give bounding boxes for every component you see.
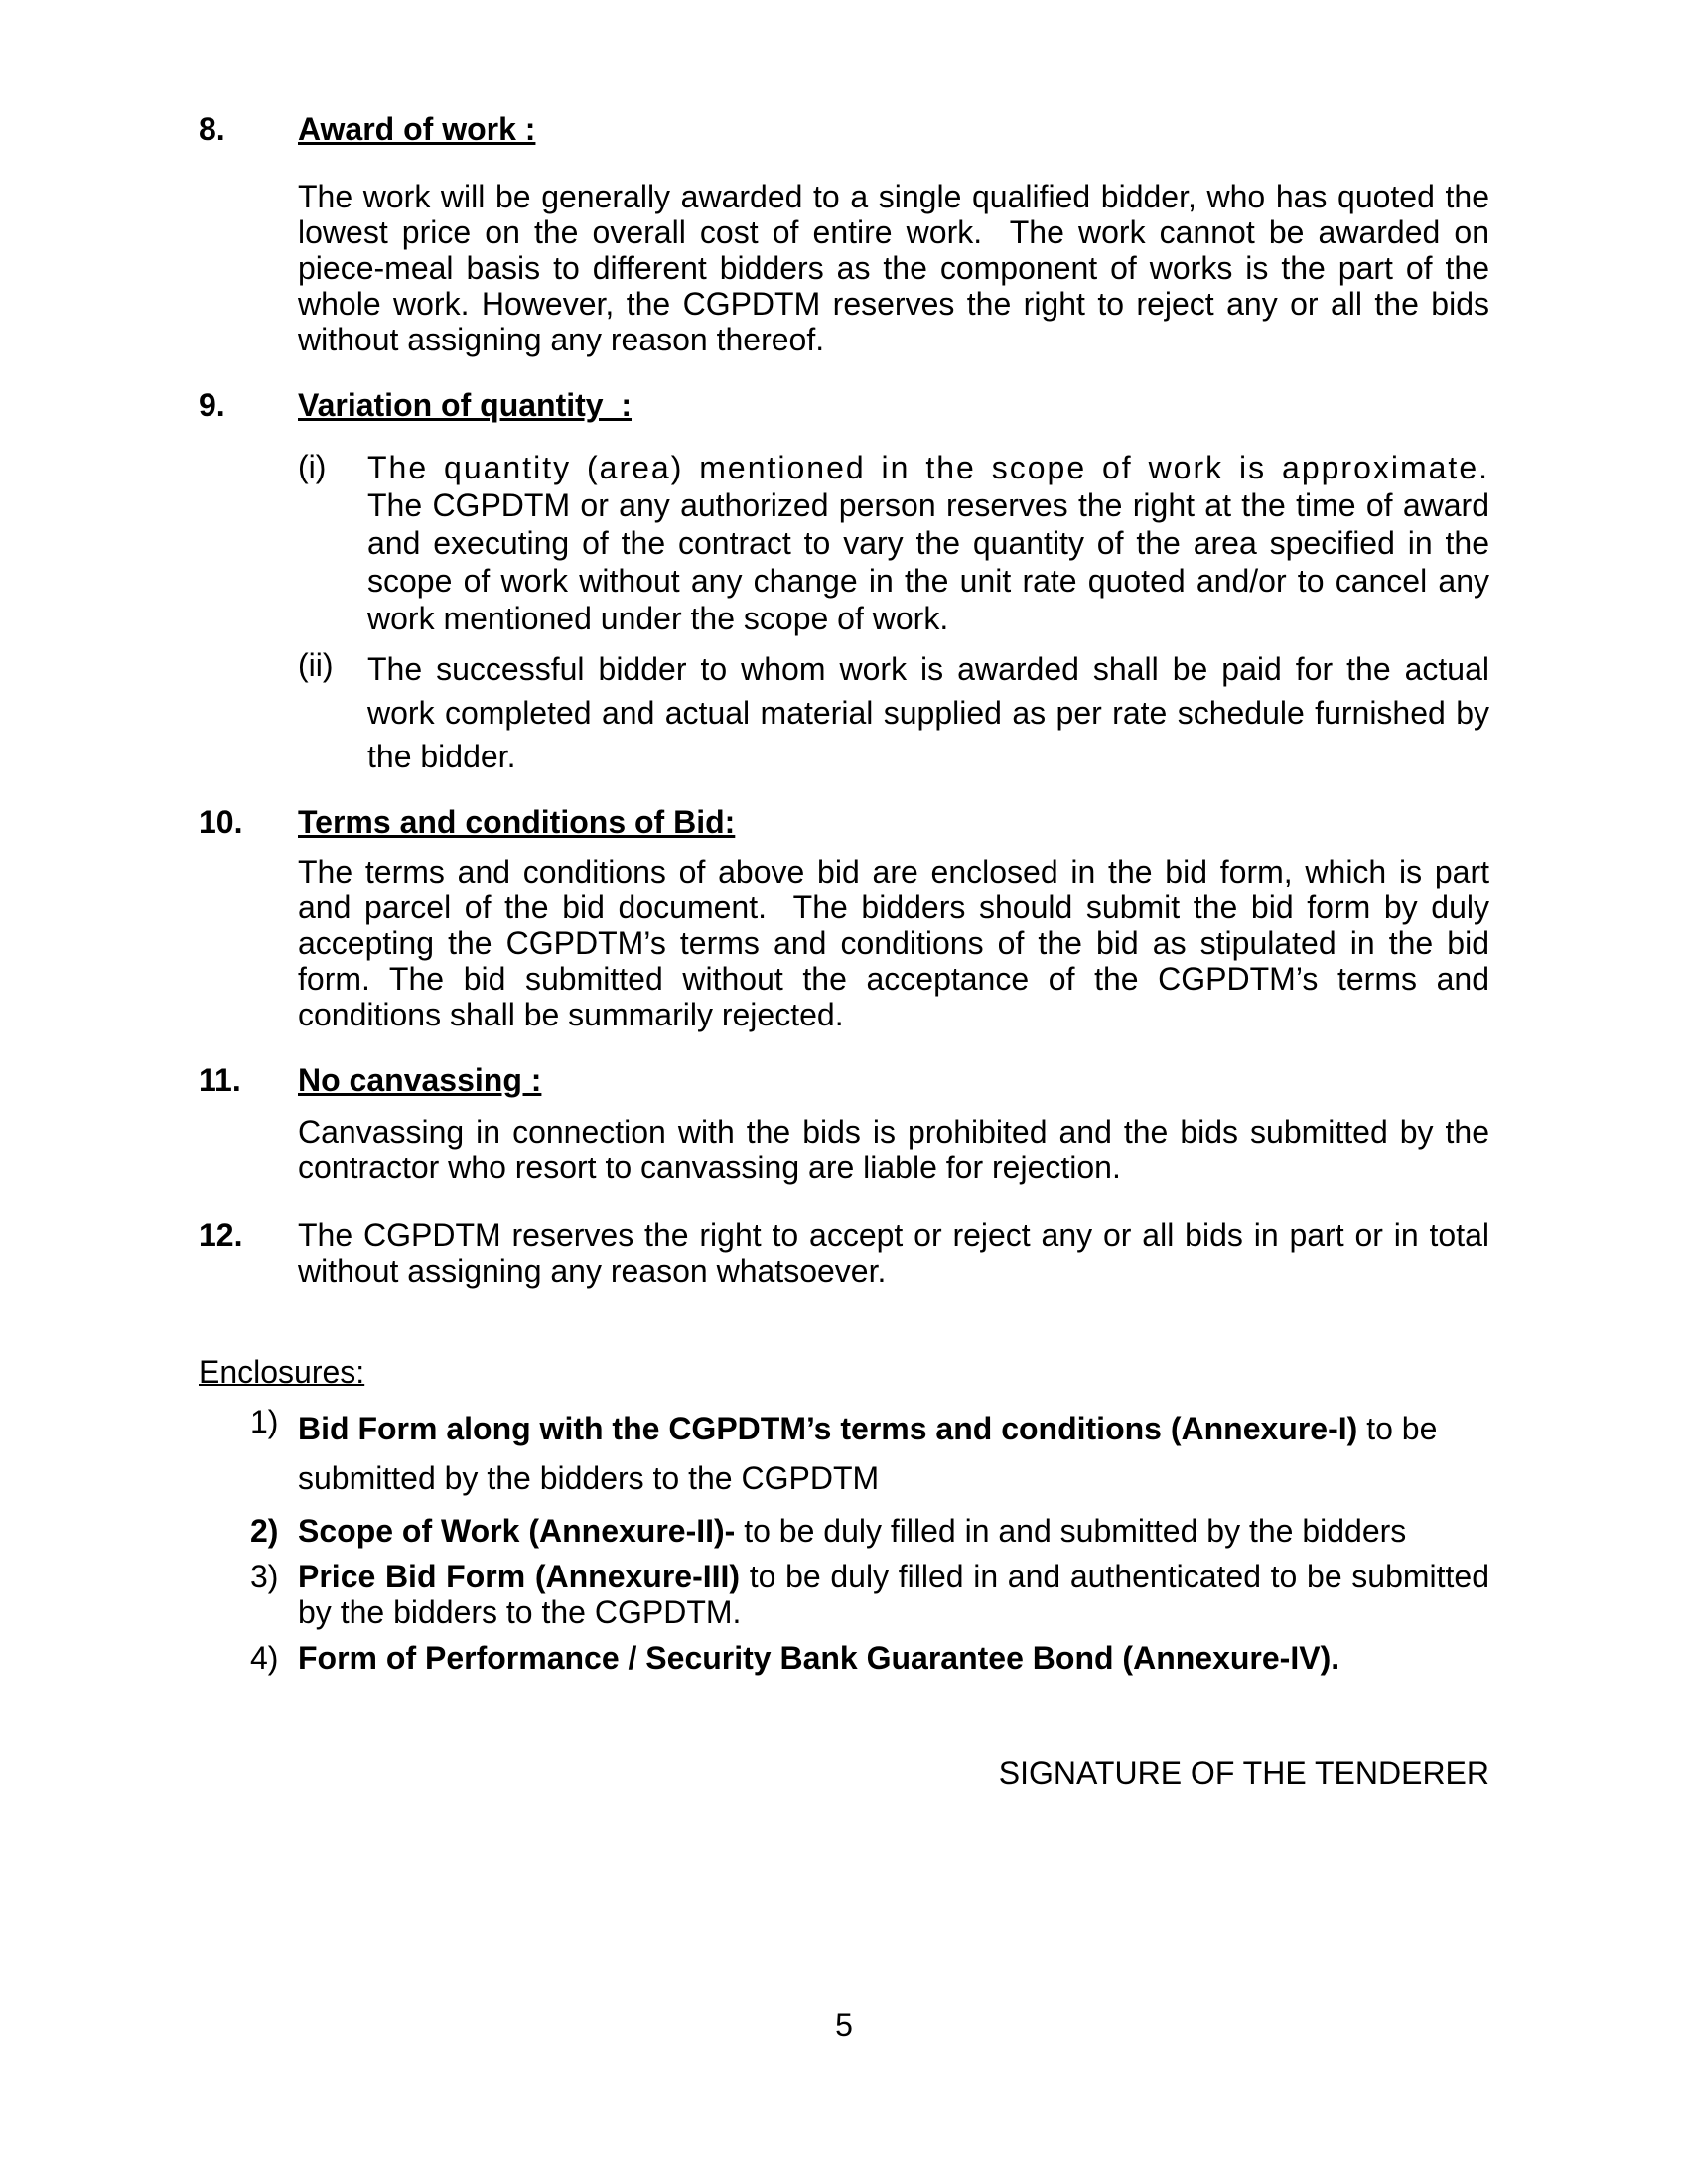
enclosure-item xyxy=(250,1404,1489,1503)
enclosure-item-bold-text: Form of Performance / Security Bank Guarantee Bond (Annexure-IV). xyxy=(298,1640,1340,1676)
enclosure-item-bold-text: Bid Form along with the CGPDTM’s terms and conditions (Annexure-I) xyxy=(298,1411,1358,1446)
list-item-lead-text: The quantity (area) mentioned in the scope of work is approximate. xyxy=(367,450,1489,485)
list-item xyxy=(298,449,1498,637)
enclosure-item xyxy=(250,1513,1489,1549)
signature-line: SIGNATURE OF THE TENDERER xyxy=(998,1755,1489,1791)
enclosure-item xyxy=(250,1559,1489,1630)
section-number: 10. xyxy=(199,804,243,840)
list-item xyxy=(298,647,1498,778)
section-content xyxy=(298,1217,1498,1289)
enclosure-item-text xyxy=(298,1404,1489,1503)
section-paragraph: Canvassing in connection with the bids is prohibited and the bids submitted by the contractor who resort to canvassing are liable for rejection. xyxy=(298,1114,1498,1185)
enclosure-item-bold-text: Price Bid Form (Annexure-III) xyxy=(298,1559,741,1594)
page-number: 5 xyxy=(835,2007,853,2043)
enclosures-heading: Enclosures: xyxy=(199,1354,365,1390)
section-heading: Award of work : xyxy=(298,111,536,147)
section-paragraph: The work will be generally awarded to a single qualified bidder, who has quoted the lowest price on the overall cost of entire work. The work cannot be awarded on piece-meal basis to different bidders as the component of works is the part of the whole work. However, the CGPDTM reserves the right to reject any or all the bids without assigning any reason thereof. xyxy=(298,179,1498,357)
section-heading: No canvassing : xyxy=(298,1062,542,1098)
list-marker: (ii) xyxy=(298,647,334,683)
list-item-rest-text: The CGPDTM or any authorized person reserves the right at the time of award and executing of the contract to vary the quantity of the area specified in the scope of work without any change in the unit rate quoted and/or to cancel any work mentioned under the scope of work. xyxy=(367,450,1498,636)
section-paragraph: The CGPDTM reserves the right to accept or reject any or all bids in part or in total without assigning any reason whatsoever. xyxy=(298,1217,1498,1289)
enclosure-item xyxy=(250,1640,1489,1676)
section-number: 9. xyxy=(199,387,225,423)
section-content xyxy=(298,111,1498,357)
enclosure-item-text xyxy=(298,1640,1489,1676)
enclosures-list xyxy=(250,1404,1489,1676)
list-marker: 2) xyxy=(250,1513,279,1549)
document-body xyxy=(199,111,1498,1791)
enclosure-item-bold-text: Scope of Work (Annexure-II)- xyxy=(298,1513,736,1549)
list-marker: (i) xyxy=(298,449,327,484)
section-content xyxy=(298,1062,1498,1185)
section-award-of-work xyxy=(199,111,1498,357)
enclosure-item-rest-text: to be duly filled in and authenticated to be submitted by the bidders to the CGPDTM. xyxy=(298,1559,1490,1630)
section-terms-and-conditions xyxy=(199,804,1498,1032)
section-content xyxy=(298,387,1498,778)
enclosure-item-rest-text: to be submitted by the bidders to the CGPDTM xyxy=(298,1411,1438,1496)
enclosure-item-text xyxy=(298,1559,1489,1630)
section-content xyxy=(298,804,1498,1032)
section-paragraph: The terms and conditions of above bid are enclosed in the bid form, which is part and parcel of the bid document. The bidders should submit the bid form by duly accepting the CGPDTM’s terms and conditions of the bid as stipulated in the bid form. The bid submitted without the acceptance of the CGPDTM’s terms and conditions shall be summarily rejected. xyxy=(298,854,1498,1032)
section-variation-of-quantity xyxy=(199,387,1498,778)
list-marker: 4) xyxy=(250,1640,279,1676)
section-no-canvassing xyxy=(199,1062,1498,1185)
enclosure-item-rest-text: to be duly filled in and submitted by the bidders xyxy=(735,1513,1407,1549)
section-accept-reject-rights xyxy=(199,1217,1498,1289)
list-marker: 1) xyxy=(250,1404,279,1439)
enclosures-block xyxy=(199,1354,1489,1676)
section-heading: Terms and conditions of Bid: xyxy=(298,804,736,840)
list-item-text xyxy=(367,449,1498,637)
section-number: 8. xyxy=(199,111,225,147)
enclosure-item-text xyxy=(298,1513,1489,1549)
list-item-text: The successful bidder to whom work is awarded shall be paid for the actual work completed and actual material supplied as per rate schedule furnished by the bidder. xyxy=(367,651,1498,774)
list-marker: 3) xyxy=(250,1559,279,1594)
section-number: 11. xyxy=(199,1062,241,1098)
section-heading: Variation of quantity : xyxy=(298,387,633,423)
section-number: 12. xyxy=(199,1217,243,1253)
